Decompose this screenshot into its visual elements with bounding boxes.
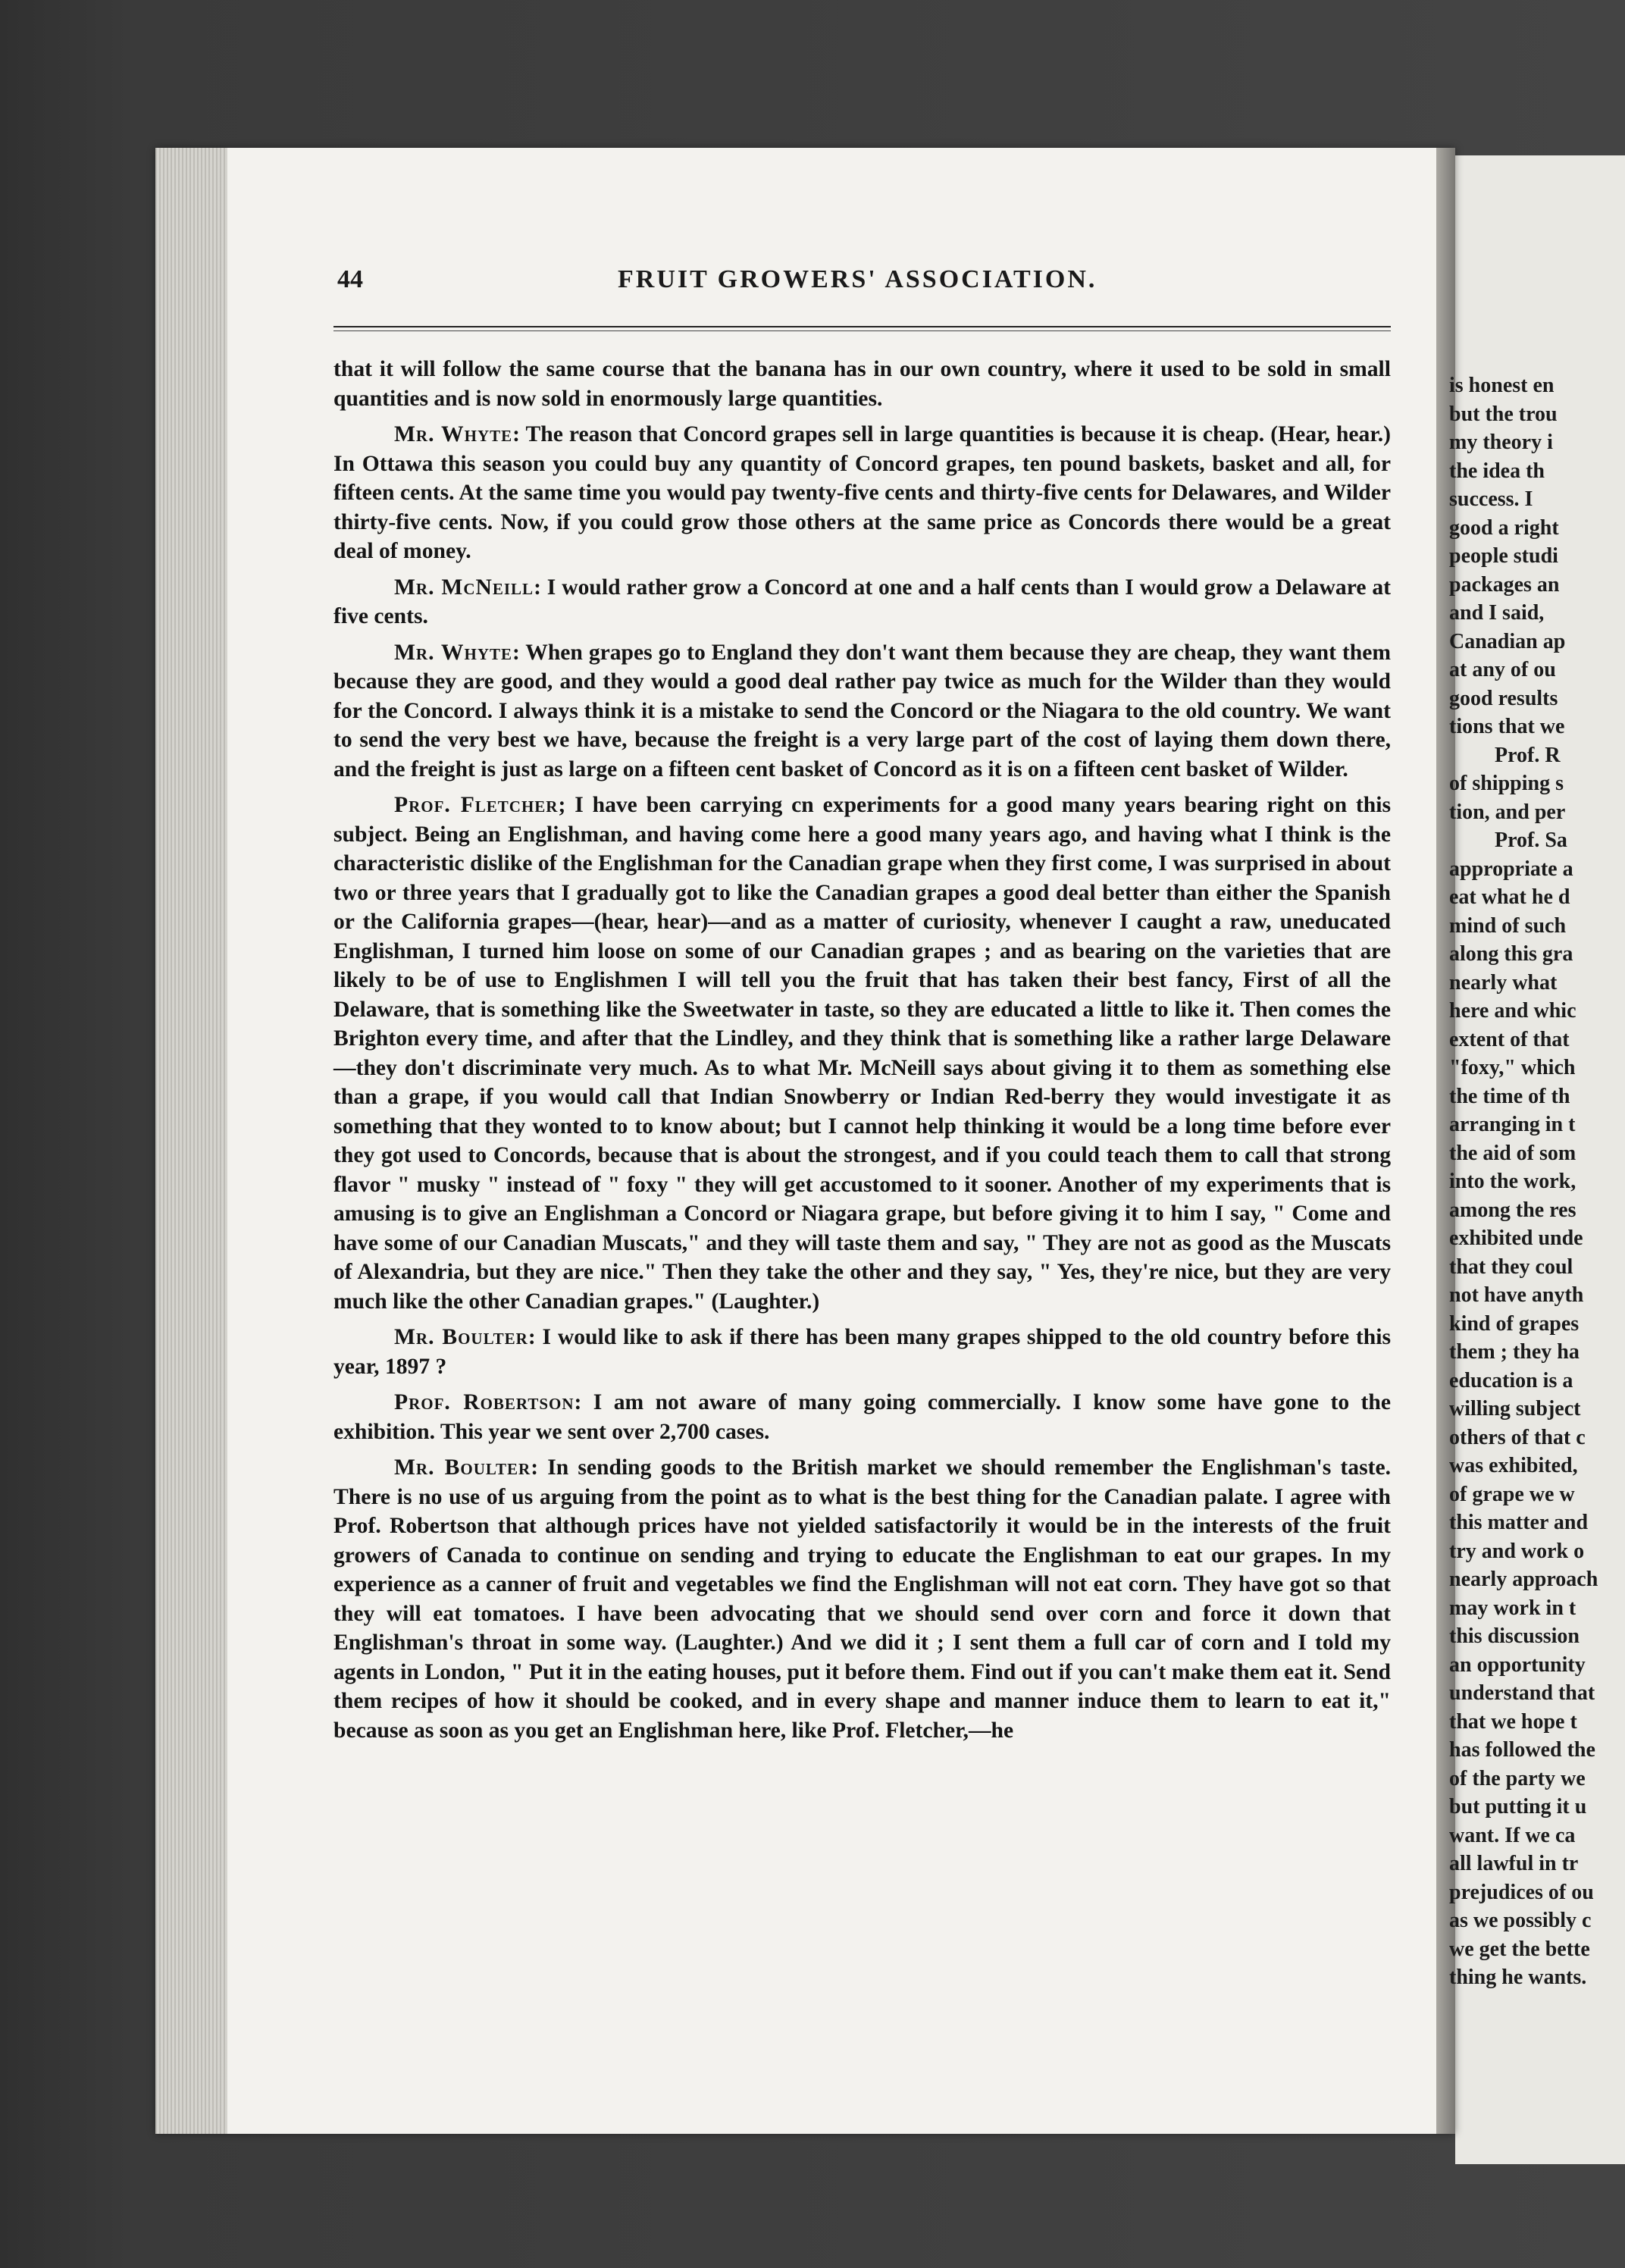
facing-page-line: eat what he d [1449,885,1570,909]
paragraph-text: : I would rather grow a Concord at one and a half cents than I would grow a Delaware at five cents. [333,575,1391,628]
facing-page-line: has followed the [1449,1738,1595,1762]
facing-page-line: of shipping s [1449,772,1564,795]
paragraph [333,355,1391,413]
speaker-name: Mr. Boulter [394,1455,531,1480]
paragraph [333,791,1391,1316]
facing-page-line: all lawful in tr [1449,1852,1579,1875]
facing-page-line: tion, and per [1449,800,1566,824]
running-head: FRUIT GROWERS' ASSOCIATION. [618,265,1097,293]
paragraph [333,638,1391,785]
facing-page-line: willing subject [1449,1397,1581,1421]
facing-page-line: we get the bette [1449,1937,1590,1961]
paragraph [333,1388,1391,1446]
facing-page-line: others of that c [1449,1425,1586,1449]
paragraph [333,573,1391,631]
facing-page-line: but the trou [1449,402,1558,426]
facing-page-line: understand that [1449,1681,1595,1705]
facing-page-line: into the work, [1449,1170,1576,1193]
page-stack-edge [155,148,227,2134]
facing-page-line: exhibited unde [1449,1226,1583,1250]
paragraph [333,1453,1391,1745]
facing-page-line: this discussion [1449,1624,1580,1648]
facing-page-line: try and work o [1449,1539,1585,1563]
speaker-name: Mr. McNeill [394,575,534,600]
paragraph-text: that it will follow the same course that the banana has in our own country, where it used to be sold in small quantities and is now sold in enormously large quantities. [333,357,1391,411]
facing-page-line: Canadian ap [1449,629,1566,653]
facing-page-line: success. I [1449,487,1533,511]
facing-page-line: at any of ou [1449,658,1556,681]
facing-page-line: here and whic [1449,999,1576,1023]
facing-page-line: that they coul [1449,1255,1573,1279]
header-rule [333,326,1391,331]
body-text [333,355,1391,1752]
speaker-name: Mr. Whyte [394,422,513,446]
facing-page-line: nearly what [1449,970,1558,995]
facing-page-line: along this gra [1449,942,1573,966]
facing-page-line: of the party we [1449,1766,1586,1790]
facing-page-line: and I said, [1449,601,1545,625]
facing-page-line: extent of that [1449,1027,1570,1051]
facing-page-line: my theory i [1449,431,1553,454]
facing-page-line: Prof. R [1495,743,1561,767]
paragraph-text: : When grapes go to England they don't want them because they are cheap, they want them because they are good, and they would a good deal rather pay twice as much for the Wilder than they would for the Concord. I always think it is a mistake to send the Concord or the Niagara to the old country. We want to send the very best we have, because the freight is a very large part of the cost of laying them down there, and the freight is just as large on a fifteen cent basket of Concord as it is on a fifteen cent basket of Wilder. [333,640,1391,782]
facing-page-line: mind of such [1449,913,1567,938]
facing-page-line: of grape we w [1449,1482,1575,1506]
facing-page-line: people studi [1449,544,1558,568]
facing-page-line: tions that we [1449,715,1565,738]
facing-page-line: among the res [1449,1198,1576,1222]
facing-page-line: arranging in t [1449,1113,1576,1136]
facing-page-line: the idea th [1449,459,1545,483]
paragraph [333,420,1391,566]
facing-page-line: nearly approach [1449,1568,1598,1591]
facing-page-line: but putting it u [1449,1795,1587,1818]
facing-page-line: kind of grapes [1449,1311,1580,1336]
facing-page-line: good results [1449,686,1558,710]
facing-page-line: the time of th [1449,1084,1570,1108]
facing-page-line: want. If we ca [1449,1823,1576,1847]
speaker-name: Prof. Fletcher [394,793,559,817]
facing-page-line: the aid of som [1449,1141,1576,1165]
facing-page-line: packages an [1449,572,1560,597]
facing-page-line: is honest en [1449,374,1555,397]
facing-page-line: Prof. Sa [1495,829,1567,852]
facing-page-line: not have anyth [1449,1283,1584,1307]
page-number: 44 [337,265,363,293]
paragraph [333,1323,1391,1381]
facing-page-line: education is a [1449,1368,1573,1392]
facing-page-line: "foxy," which [1449,1056,1576,1079]
speaker-name: Prof. Robertson [394,1390,575,1414]
facing-page-line: was exhibited, [1449,1454,1578,1477]
facing-page-line: appropriate a [1449,857,1573,881]
paragraph-text: : The reason that Concord grapes sell in large quantities is because it is cheap. (Hear, hear.) In Ottawa this season you could buy any quantity of Concord grapes, ten pound baskets, basket and all, for fifteen cents. At the same time you would pay twenty-five cents and thirty-five cents for Delawares, and Wilder thirty-five cents. Now, if you could grow those others at the same price as Concords there would be a great deal of money. [333,422,1391,563]
paragraph-text: : In sending goods to the British market we should remember the Englishman's taste. There is no use of us arguing from the point as to what is the best thing for the Canadian palate. I agree with Prof. Robertson that although prices have not yielded satisfactorily it would be in the interests of the fruit growers of Canada to continue on sending and trying to educate the Englishman to eat our grapes. In my experience as a canner of fruit and vegetables we find the Englishman will not eat corn. They have got so that they will eat tomatoes. I have been advocating that we should send over corn and force it down that Englishman's throat in some way. (Laughter.) And we did it ; I sent them a full car of corn and I told my agents in London, " Put it in the eating houses, put it before them. Find out if you can't make them eat it. Send them recipes of how it should be cooked, and in every shape and manner induce them to learn to eat it," because as soon as you get an Englishman here, like Prof. Fletcher,—he [333,1455,1391,1743]
paragraph-text: : I am not aware of many going commercially. I know some have gone to the exhibition. This year we sent over 2,700 cases. [333,1390,1391,1444]
facing-page-line: that we hope t [1449,1709,1577,1734]
paragraph-text: ; I have been carrying cn experiments for a good many years bearing right on this subject. Being an Englishman, and having come here a good many years ago, and having what I think is the characteristic dislike of the Englishman for the Canadian grape when they first come, I was surprised in about two or three years that I gradually got to like the Canadian grapes a good deal better than either the Spanish or the California grapes—(hear, hear)—and as a matter of curiosity, whenever I caught a raw, uneducated Englishman, I turned him loose on some of our Canadian grapes ; and as bearing on the varieties that are likely to be of use to Englishmen I will tell you the fruit that has taken their best fancy, First of all the Delaware, that is something like the Sweetwater in taste, so they are educated a little to like it. Then comes the Brighton every time, and after that the Lindley, and they think that is something like a rather large Delaware—they don't discriminate very much. As to what Mr. McNeill says about giving it to them as something else than a grape, if you would call that Indian Snowberry or Indian Red-berry they would investigate it as something that they wonted to to know about; but I cannot help thinking it would be a long time before ever they got used to Concords, because that is about the strongest, and if you could teach them to call that strong flavor " musky " instead of " foxy " they will get accustomed to it sooner. Another of my experiments that is amusing is to give an Englishman a Concord or Niagara grape, but before giving it to him I say, " Come and have some of our Canadian Muscats," and they will taste them and say, " They are not as good as the Muscats of Alexandria, but they are nice." Then they take the other and they say, " Yes, they're nice, but they are very much like the other Canadian grapes." (Laughter.) [333,793,1391,1314]
facing-page-text [1449,371,1625,1992]
facing-page-line: prejudices of ou [1449,1880,1594,1904]
page-header [337,265,1383,302]
facing-page-line: this matter and [1449,1511,1589,1534]
facing-page-line: good a right [1449,515,1559,540]
facing-page-line: as we possibly c [1449,1909,1592,1932]
facing-page-line: may work in t [1449,1596,1576,1620]
paragraph-text: : I would like to ask if there has been many grapes shipped to the old country before this year, 1897 ? [333,1325,1391,1379]
speaker-name: Mr. Whyte [394,640,512,665]
speaker-name: Mr. Boulter [394,1325,528,1349]
facing-page-line: them ; they ha [1449,1340,1580,1364]
facing-page-line: thing he wants. [1449,1966,1587,1989]
facing-page-line: an opportunity [1449,1652,1586,1677]
